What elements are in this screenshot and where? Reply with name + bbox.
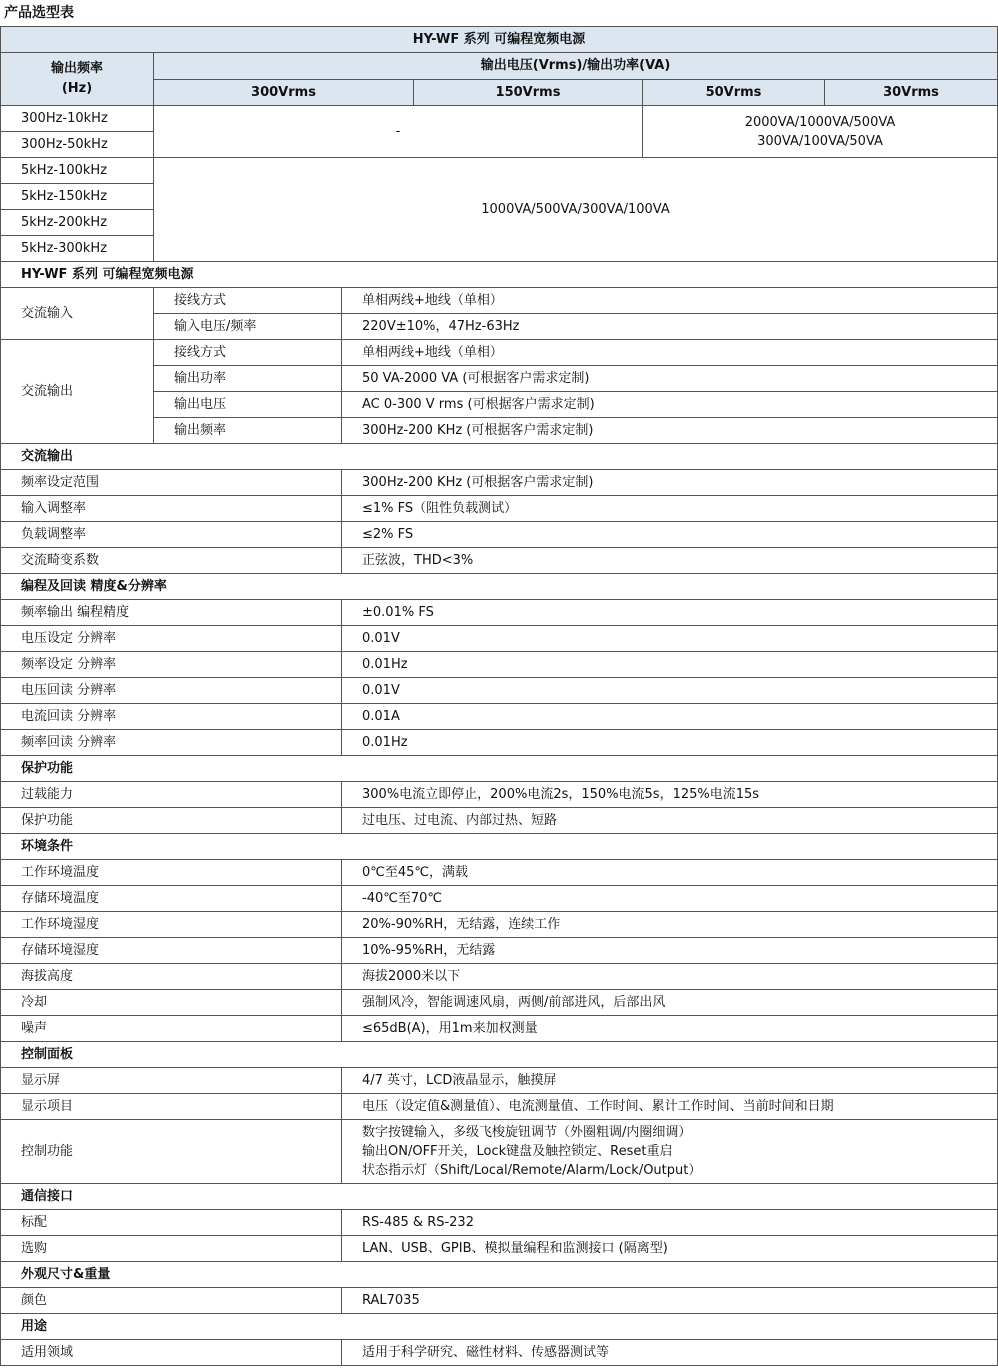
- spec-label: 频率设定 分辨率: [1, 652, 342, 678]
- freq-header: [1, 53, 154, 106]
- spec-value: 海拔2000米以下: [342, 964, 998, 990]
- spec-label: 电压回读 分辨率: [1, 678, 342, 704]
- spec-label: 噪声: [1, 1016, 342, 1042]
- spec-value: 10%-95%RH，无结露: [342, 938, 998, 964]
- spec-value: 0.01A: [342, 704, 998, 730]
- spec-value: 强制风冷，智能调速风扇，两侧/前部进风，后部出风: [342, 990, 998, 1016]
- spec-value: AC 0-300 V rms (可根据客户需求定制): [342, 392, 998, 418]
- spec-label: 保护功能: [1, 808, 342, 834]
- spec-value: 0℃至45℃，满载: [342, 860, 998, 886]
- control-line: 数字按键输入，多级飞梭旋钮调节（外圈粗调/内圈细调）: [362, 1125, 692, 1140]
- spec-value: 单相两线+地线（单相）: [342, 288, 998, 314]
- spec-label: 输出功率: [154, 366, 342, 392]
- low-power-cell: [643, 106, 998, 158]
- spec-label: 频率回读 分辨率: [1, 730, 342, 756]
- spec-label: 频率输出 编程精度: [1, 600, 342, 626]
- section-title: 用途: [1, 1314, 998, 1340]
- selection-table: [0, 26, 998, 262]
- spec-value: 适用于科学研究、磁性材料、传感器测试等: [342, 1340, 998, 1366]
- specs-title: HY-WF 系列 可编程宽频电源: [1, 262, 998, 288]
- voltage-30: 30Vrms: [825, 79, 998, 106]
- section-title: 环境条件: [1, 834, 998, 860]
- spec-label: 输出电压: [154, 392, 342, 418]
- spec-value: ≤2% FS: [342, 522, 998, 548]
- section-title: 外观尺寸&重量: [1, 1262, 998, 1288]
- spec-value: 300Hz-200 KHz (可根据客户需求定制): [342, 470, 998, 496]
- spec-value: 50 VA-2000 VA (可根据客户需求定制): [342, 366, 998, 392]
- voltage-header: 输出电压(Vrms)/输出功率(VA): [154, 53, 998, 80]
- spec-value: 过电压、过电流、内部过热、短路: [342, 808, 998, 834]
- spec-label: 标配: [1, 1210, 342, 1236]
- spec-label: 电流回读 分辨率: [1, 704, 342, 730]
- freq-header-line1: 输出频率: [50, 61, 103, 76]
- spec-label: 电压设定 分辨率: [1, 626, 342, 652]
- spec-label: 负载调整率: [1, 522, 342, 548]
- spec-value: ≤1% FS（阻性负载测试）: [342, 496, 998, 522]
- spec-label: 冷却: [1, 990, 342, 1016]
- freq-row: 5kHz-100kHz: [1, 158, 154, 184]
- spec-label: 过载能力: [1, 782, 342, 808]
- section-title: 保护功能: [1, 756, 998, 782]
- spec-value: ±0.01% FS: [342, 600, 998, 626]
- spec-label: 显示项目: [1, 1094, 342, 1120]
- spec-label: 颜色: [1, 1288, 342, 1314]
- spec-value: 正弦波，THD<3%: [342, 548, 998, 574]
- spec-value: 0.01Hz: [342, 730, 998, 756]
- dash-cell: -: [154, 106, 643, 158]
- spec-label: 频率设定范围: [1, 470, 342, 496]
- freq-row: 300Hz-10kHz: [1, 106, 154, 132]
- spec-value: 电压（设定值&测量值）、电流测量值、工作时间、累计工作时间、当前时间和日期: [342, 1094, 998, 1120]
- spec-label: 接线方式: [154, 340, 342, 366]
- spec-label: 存储环境温度: [1, 886, 342, 912]
- page-title: 产品选型表: [4, 5, 74, 21]
- section-title: 交流输出: [1, 444, 998, 470]
- spec-value: LAN、USB、GPIB、模拟量编程和监测接口 (隔离型): [342, 1236, 998, 1262]
- spec-value: -40℃至70℃: [342, 886, 998, 912]
- freq-row: 300Hz-50kHz: [1, 132, 154, 158]
- voltage-50: 50Vrms: [643, 79, 825, 106]
- section-title: 编程及回读 精度&分辨率: [1, 574, 998, 600]
- spec-value: 4/7 英寸，LCD液晶显示，触摸屏: [342, 1068, 998, 1094]
- freq-header-line2: (Hz): [61, 81, 93, 96]
- control-line: 输出ON/OFF开关，Lock键盘及触控锁定、Reset重启: [362, 1144, 673, 1159]
- spec-value: 0.01Hz: [342, 652, 998, 678]
- spec-value: 220V±10%，47Hz-63Hz: [342, 314, 998, 340]
- spec-label: 海拔高度: [1, 964, 342, 990]
- high-power-cell: 1000VA/500VA/300VA/100VA: [154, 158, 998, 262]
- freq-row: 5kHz-150kHz: [1, 184, 154, 210]
- control-function-label: 控制功能: [1, 1120, 342, 1184]
- spec-label: 交流畸变系数: [1, 548, 342, 574]
- spec-value: 单相两线+地线（单相）: [342, 340, 998, 366]
- spec-value: 300Hz-200 KHz (可根据客户需求定制): [342, 418, 998, 444]
- spec-value: RS-485 & RS-232: [342, 1210, 998, 1236]
- spec-label: 输入调整率: [1, 496, 342, 522]
- section-title: 通信接口: [1, 1184, 998, 1210]
- spec-value: 20%-90%RH，无结露，连续工作: [342, 912, 998, 938]
- freq-row: 5kHz-200kHz: [1, 210, 154, 236]
- spec-label: 输出频率: [154, 418, 342, 444]
- section-title: 控制面板: [1, 1042, 998, 1068]
- spec-value: ≤65dB(A)，用1m来加权测量: [342, 1016, 998, 1042]
- spec-label: 显示屏: [1, 1068, 342, 1094]
- spec-label: 工作环境温度: [1, 860, 342, 886]
- spec-label: 适用领域: [1, 1340, 342, 1366]
- spec-label: 工作环境湿度: [1, 912, 342, 938]
- spec-label: 存储环境湿度: [1, 938, 342, 964]
- selection-title: HY-WF 系列 可编程宽频电源: [1, 27, 998, 53]
- spec-value: 0.01V: [342, 626, 998, 652]
- ac-input-group: 交流输入: [1, 288, 154, 340]
- voltage-300: 300Vrms: [154, 79, 414, 106]
- control-function-value: [342, 1120, 998, 1184]
- freq-row: 5kHz-300kHz: [1, 236, 154, 262]
- spec-value: 0.01V: [342, 678, 998, 704]
- spec-label: 接线方式: [154, 288, 342, 314]
- control-line: 状态指示灯（Shift/Local/Remote/Alarm/Lock/Output）: [362, 1163, 702, 1178]
- voltage-150: 150Vrms: [414, 79, 643, 106]
- ac-output-group: 交流输出: [1, 340, 154, 444]
- spec-label: 选购: [1, 1236, 342, 1262]
- low-power-line1: 2000VA/1000VA/500VA: [744, 114, 896, 130]
- spec-label: 输入电压/频率: [154, 314, 342, 340]
- spec-value: 300%电流立即停止，200%电流2s，150%电流5s，125%电流15s: [342, 782, 998, 808]
- spec-value: RAL7035: [342, 1288, 998, 1314]
- low-power-line2: 300VA/100VA/50VA: [757, 133, 883, 149]
- specs-table: [0, 261, 998, 1366]
